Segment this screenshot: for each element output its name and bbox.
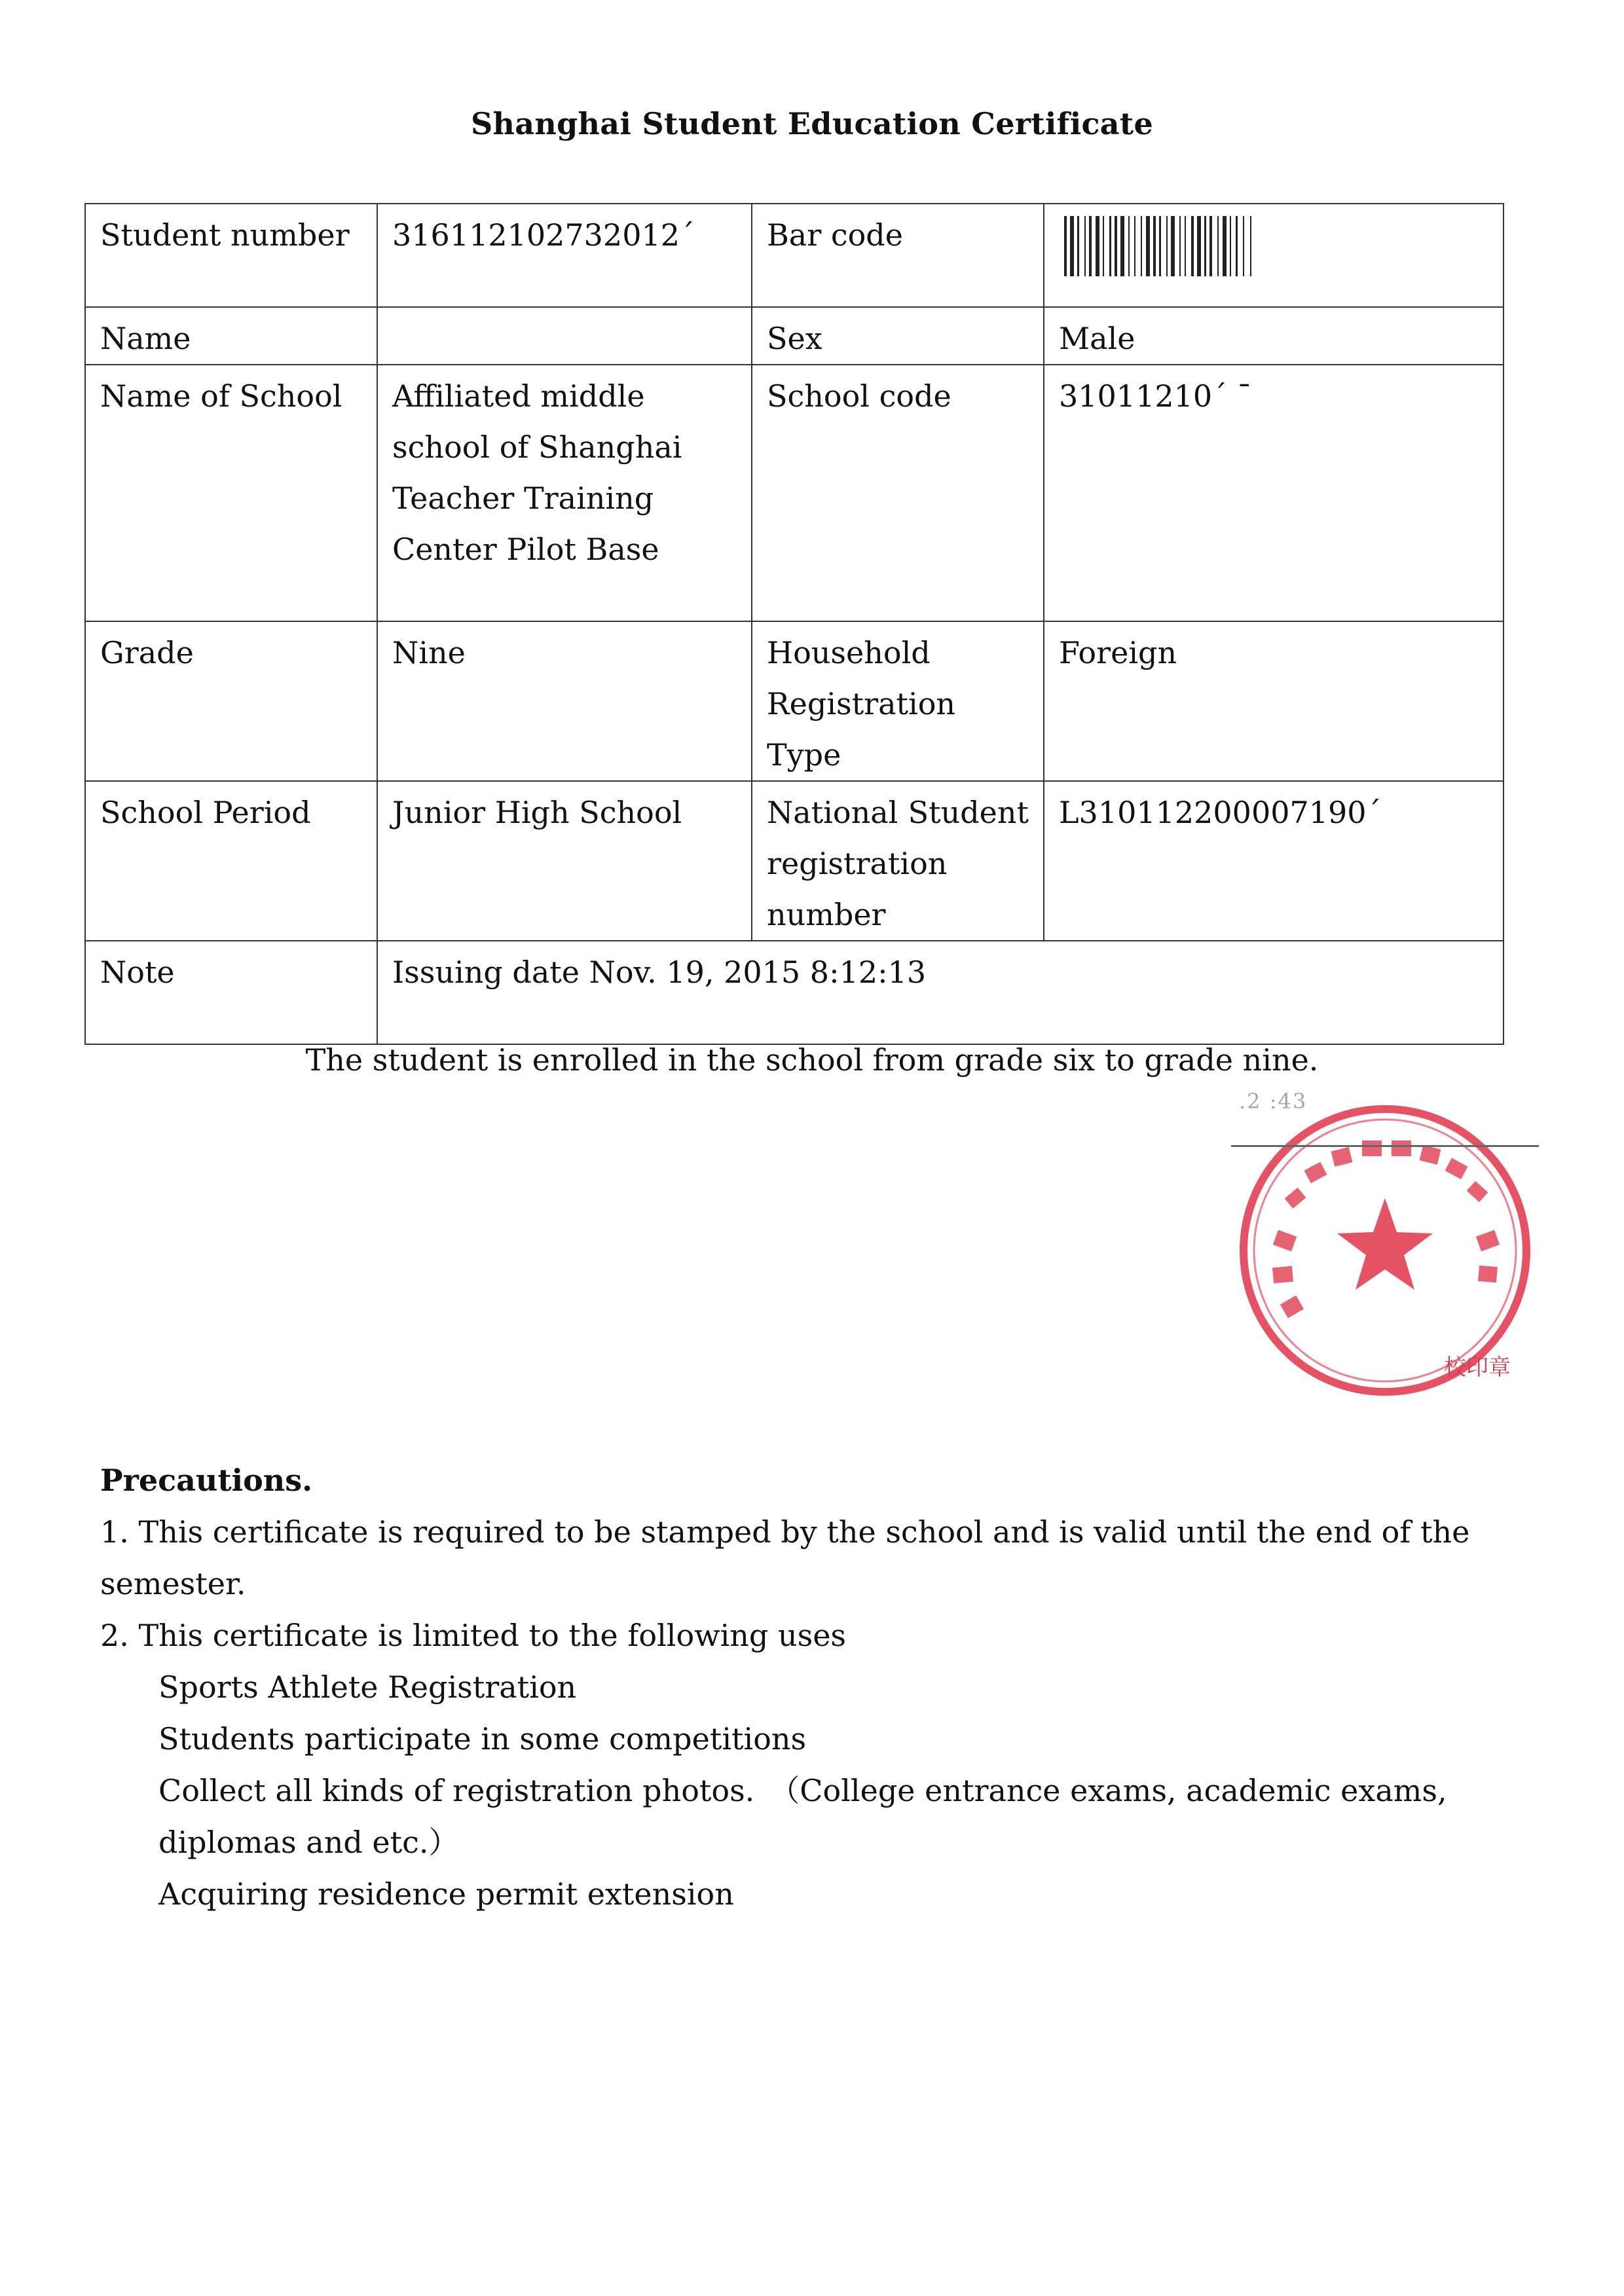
national-registration-label: National Student registration number [752, 781, 1044, 941]
name-value [377, 307, 752, 365]
precaution-item-1: 1. This certificate is required to be stamped by the school and is valid until the end of the semester. [100, 1514, 1470, 1601]
star-icon [1337, 1198, 1433, 1290]
barcode-bar [1077, 216, 1079, 276]
barcode-bar [1159, 216, 1161, 276]
barcode-bar [1243, 216, 1244, 276]
barcode-bar [1128, 216, 1130, 276]
table-row [85, 307, 1504, 365]
national-registration-value: L310112200007190´ [1044, 781, 1504, 941]
barcode-bar [1223, 216, 1227, 276]
barcode-bar [1120, 216, 1124, 276]
barcode-bar [1146, 216, 1150, 276]
grade-label: Grade [85, 621, 377, 781]
use-item: Students participate in some competitions [158, 1721, 807, 1757]
barcode-bar [1153, 216, 1156, 276]
barcode-bar [1236, 216, 1238, 276]
certificate-title: Shanghai Student Education Certificate [470, 106, 1154, 141]
barcode-bar [1089, 216, 1092, 276]
stamp-time-text: .2 :43 [1239, 1089, 1308, 1114]
stamp-line [1231, 1145, 1539, 1147]
barcode-bar [1171, 216, 1175, 276]
barcode-bar [1134, 216, 1135, 276]
barcode-bar [1209, 216, 1212, 276]
barcode-bar [1084, 216, 1086, 276]
barcode-bar [1217, 216, 1219, 276]
table-row [85, 941, 1504, 1044]
student-number-label: Student number [85, 204, 377, 307]
table-row [85, 621, 1504, 781]
school-seal-stamp [1228, 1093, 1542, 1401]
school-period-value: Junior High School [377, 781, 752, 941]
barcode-bar [1103, 216, 1104, 276]
school-code-value: 31011210´ ¯ [1044, 365, 1504, 621]
barcode-icon [1064, 216, 1470, 276]
name-label: Name [85, 307, 377, 365]
grade-value: Nine [377, 621, 752, 781]
use-item: Sports Athlete Registration [158, 1669, 577, 1705]
household-type-value: Foreign [1044, 621, 1504, 781]
precautions-section [100, 1455, 1574, 1920]
precaution-item-2: 2. This certificate is limited to the following uses [100, 1618, 847, 1653]
barcode-bar [1070, 216, 1074, 276]
enrollment-statement: The student is enrolled in the school from grade six to grade nine. [305, 1042, 1319, 1078]
barcode-bar [1096, 216, 1099, 276]
student-number-value: 316112102732012´ [377, 204, 752, 307]
table-row [85, 204, 1504, 307]
table-row [85, 781, 1504, 941]
school-code-label: School code [752, 365, 1044, 621]
bar-code-cell [1044, 204, 1504, 307]
barcode-bar [1230, 216, 1231, 276]
use-item: Acquiring residence permit extension [158, 1876, 734, 1912]
barcode-bar [1250, 216, 1251, 276]
sex-value: Male [1044, 307, 1504, 365]
barcode-bar [1204, 216, 1206, 276]
student-info-table [84, 203, 1504, 1045]
school-period-label: School Period [85, 781, 377, 941]
issuing-date-note: Issuing date Nov. 19, 2015 8:12:13 [377, 941, 1504, 1044]
note-label: Note [85, 941, 377, 1044]
barcode-bar [1191, 216, 1194, 276]
barcode-bar [1179, 216, 1181, 276]
table-row [85, 365, 1504, 621]
seal-text: 校印章 [1444, 1355, 1511, 1381]
barcode-bar [1064, 216, 1067, 276]
school-name-label: Name of School [85, 365, 377, 621]
barcode-bar [1109, 216, 1111, 276]
barcode-bar [1166, 216, 1168, 276]
bar-code-label: Bar code [752, 204, 1044, 307]
precautions-heading: Precautions. [100, 1463, 313, 1498]
household-type-label: Household Registration Type [752, 621, 1044, 781]
use-item: Collect all kinds of registration photos. （College entrance exams, academic exams, diplomas and etc.） [158, 1773, 1447, 1860]
barcode-bar [1115, 216, 1117, 276]
sex-label: Sex [752, 307, 1044, 365]
barcode-bar [1141, 216, 1142, 276]
barcode-bar [1197, 216, 1201, 276]
school-name-value: Affiliated middle school of Shanghai Teacher Training Center Pilot Base [377, 365, 752, 621]
barcode-bar [1185, 216, 1186, 276]
